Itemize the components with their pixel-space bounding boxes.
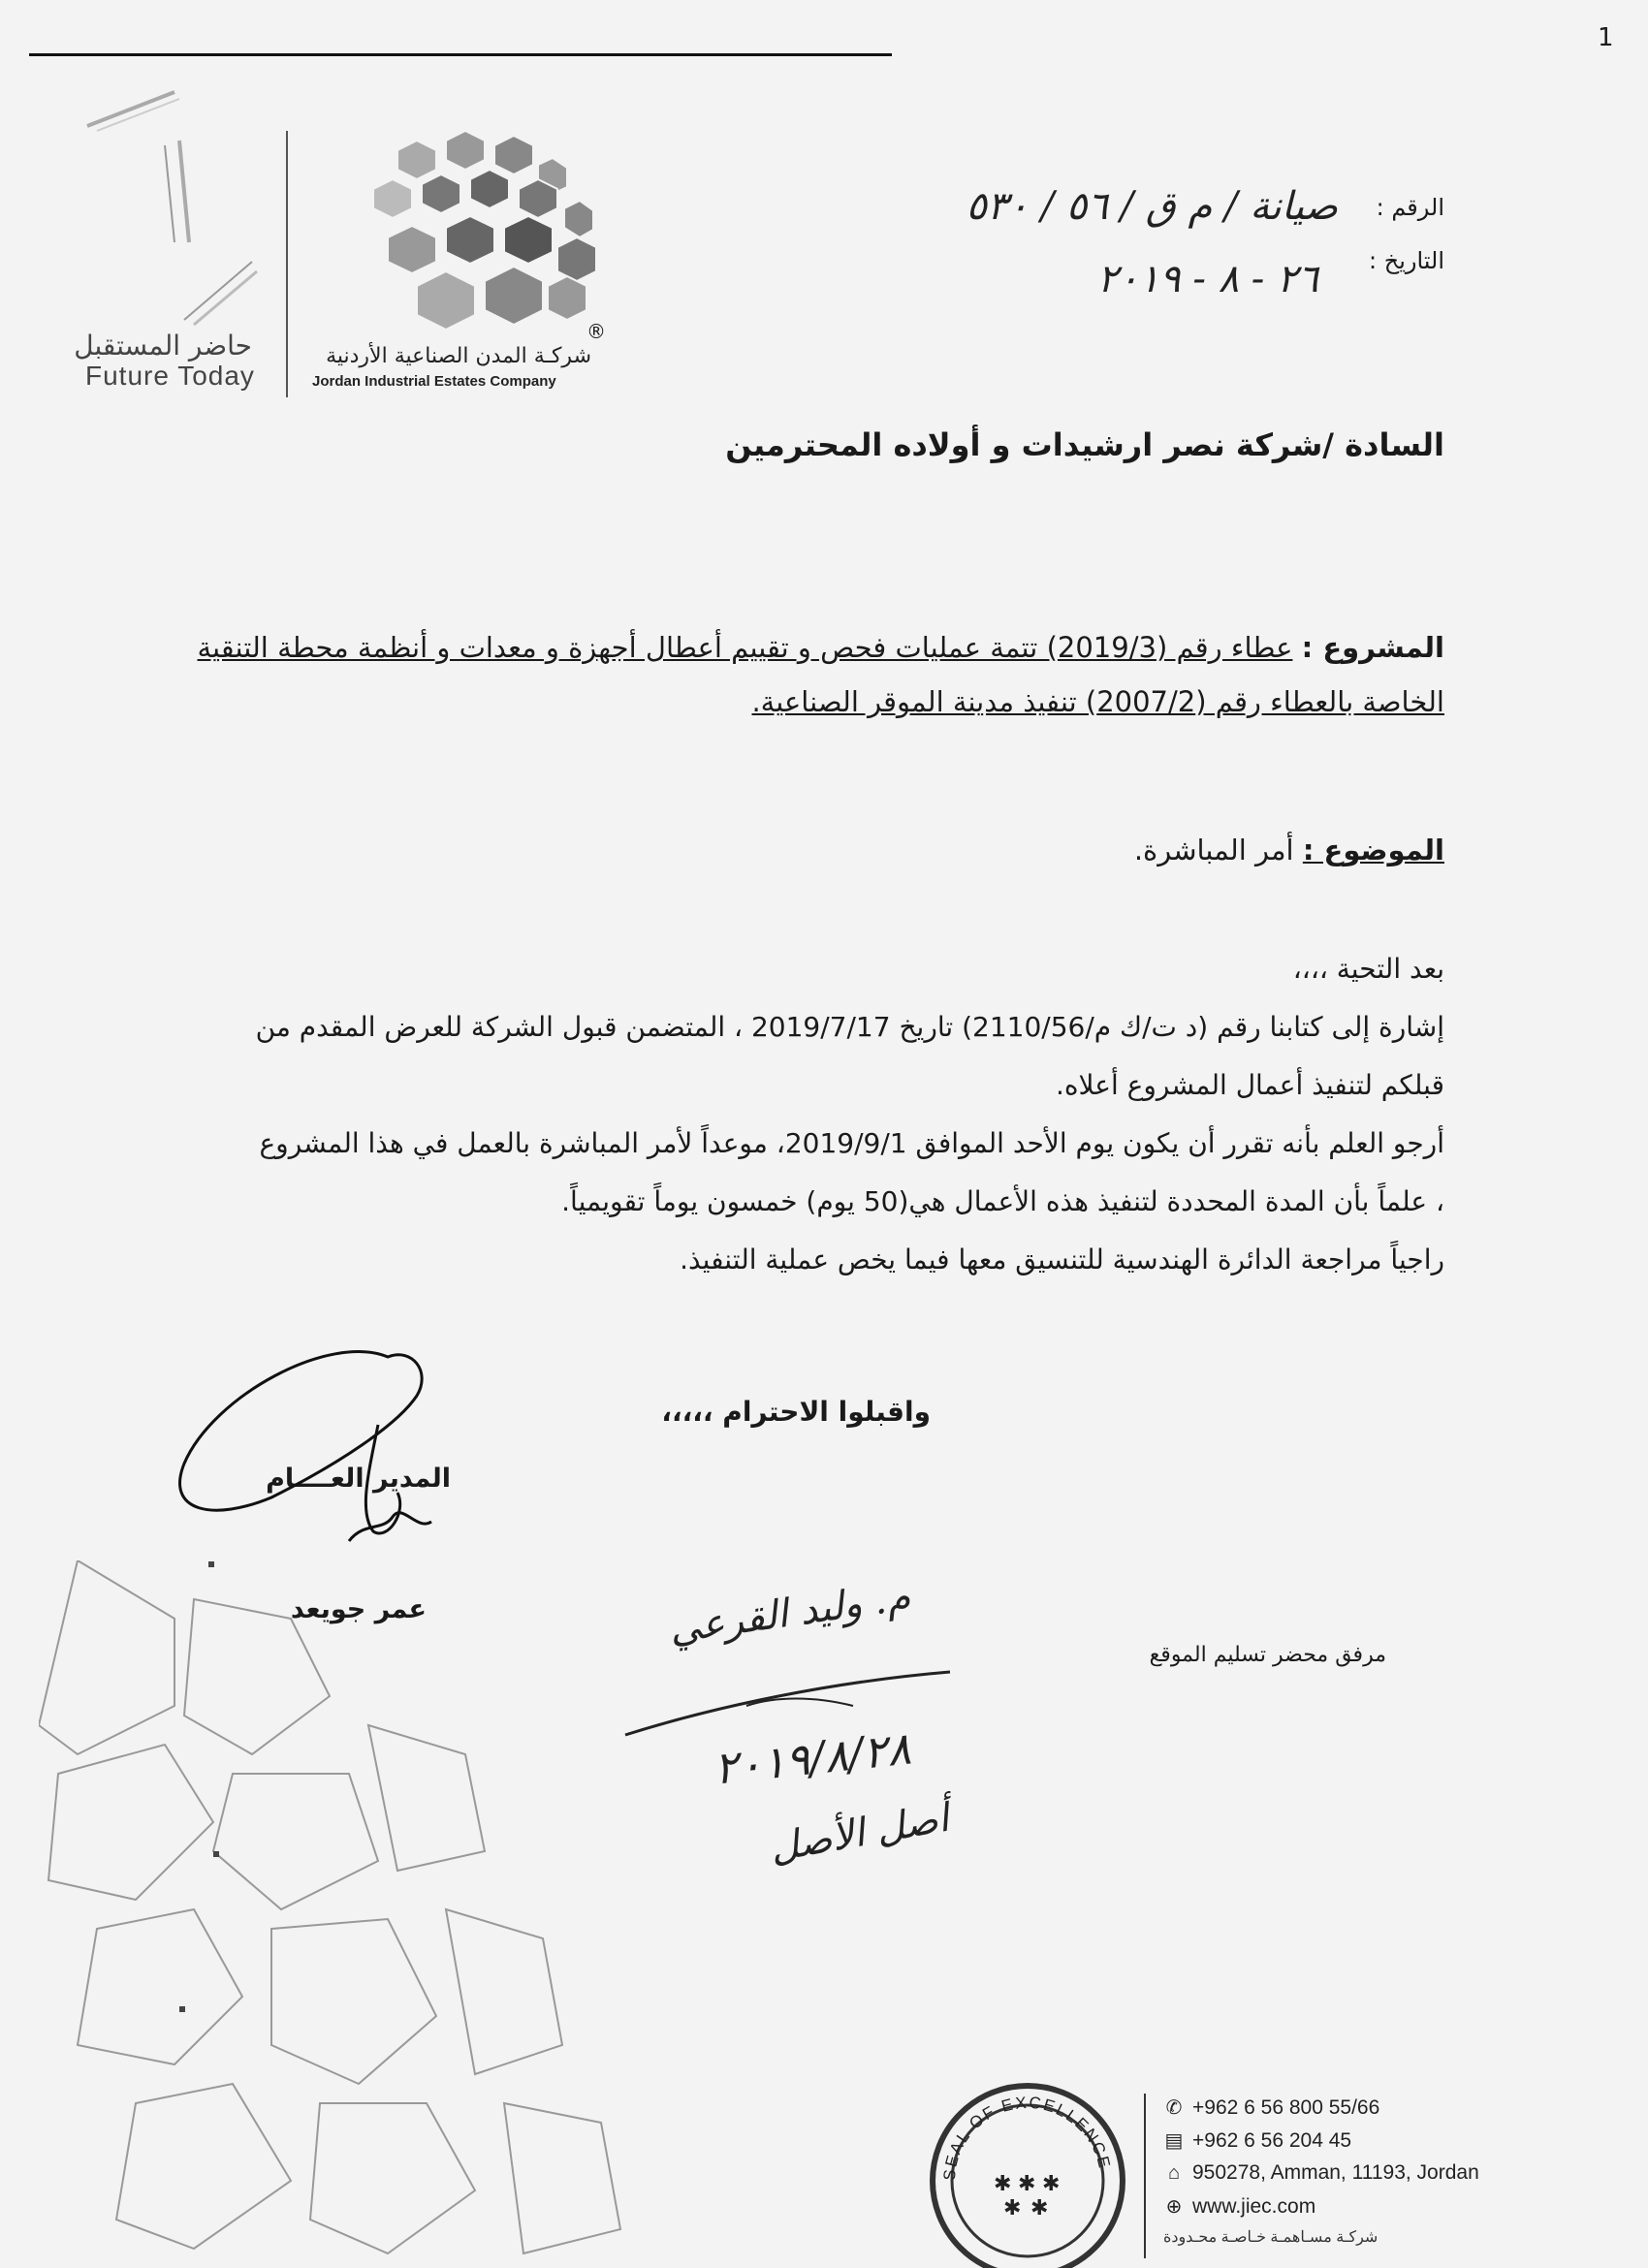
signature-title: المدير العــــام bbox=[266, 1464, 451, 1494]
tagline-ar: حاضر المستقبل bbox=[74, 330, 252, 362]
globe-icon: ⊕ bbox=[1165, 2196, 1183, 2218]
company-name-ar: شركـة المدن الصناعية الأردنية bbox=[326, 344, 591, 368]
greeting: بعد التحية ،،،، bbox=[1292, 953, 1444, 985]
svg-text:✱: ✱ bbox=[994, 2172, 1012, 2196]
subject-line bbox=[155, 834, 1444, 866]
company-type: شركـة مسـاهمـة خـاصـة محـدودة bbox=[1163, 2229, 1379, 2246]
tagline-en: Future Today bbox=[85, 361, 255, 391]
seal-of-excellence-icon bbox=[926, 2074, 1129, 2268]
subject-value: أمر المباشرة. bbox=[1133, 834, 1294, 866]
handwritten-signature bbox=[155, 1338, 456, 1590]
addressee: السادة /شركة نصر ارشيدات و أولاده المحترمين bbox=[725, 426, 1444, 463]
handwritten-note-line2: ٢٠١٩/٨/٢٨ bbox=[711, 1721, 914, 1795]
project-line2: الخاصة بالعطاء رقم (2007/2) تنفيذ مدينة الموقر الصناعية. bbox=[751, 685, 1444, 718]
decorative-strokes bbox=[78, 87, 271, 339]
company-name-en: Jordan Industrial Estates Company bbox=[312, 373, 556, 390]
svg-text:✱: ✱ bbox=[1042, 2172, 1061, 2196]
postal-address: 950278, Amman, 11193, Jordan bbox=[1192, 2161, 1479, 2184]
project-line1: عطاء رقم (2019/3) تتمة عمليات فحص و تقييم أعطال أجهزة و معدات و أنظمة محطة التنقية bbox=[197, 631, 1293, 664]
date-label: التاريخ : bbox=[1368, 247, 1444, 274]
letter-body bbox=[155, 940, 1444, 1289]
date-value: ٢٦ - ٨ - ٢٠١٩ bbox=[1096, 257, 1318, 301]
phone-row bbox=[1163, 2095, 1570, 2128]
handwritten-note-line3: أصل الأصل bbox=[766, 1795, 953, 1872]
svg-text:✱: ✱ bbox=[1030, 2196, 1049, 2221]
footer-contact bbox=[1163, 2095, 1570, 2247]
phone-number: +962 6 56 800 55/66 bbox=[1192, 2096, 1380, 2119]
footer-divider bbox=[1144, 2094, 1146, 2258]
mailbox-icon: ⌂ bbox=[1167, 2162, 1181, 2184]
project-block bbox=[155, 620, 1444, 729]
top-rule bbox=[29, 53, 892, 56]
number-label: الرقم : bbox=[1376, 194, 1444, 221]
website-link[interactable]: www.jiec.com bbox=[1192, 2195, 1316, 2218]
number-value: صيانة / م ق / ٥٦ / ٥٣٠ bbox=[966, 184, 1338, 229]
svg-text:✱: ✱ bbox=[1018, 2172, 1036, 2196]
handwritten-note-line1: م. وليد القرعي bbox=[666, 1574, 913, 1653]
body-p2-line1: أرجو العلم بأنه تقرر أن يكون يوم الأحد الموافق 2019/9/1، موعداً لأمر المباشرة بالعمل في هذا المشروع bbox=[259, 1127, 1444, 1159]
subject-label: الموضوع : bbox=[1302, 834, 1444, 866]
website-row bbox=[1163, 2194, 1570, 2227]
seal-text: SEAL OF EXCELLENCE bbox=[939, 2093, 1115, 2182]
address-row bbox=[1163, 2161, 1570, 2194]
body-p1-line1: إشارة إلى كتابنا رقم (د ت/ك م/2110/56) تاريخ 2019/7/17 ، المتضمن قبول الشركة للعرض المقدم من bbox=[255, 1011, 1444, 1043]
page-number: 1 bbox=[1598, 23, 1614, 52]
svg-text:✱: ✱ bbox=[1003, 2196, 1022, 2221]
fax-row bbox=[1163, 2128, 1570, 2161]
decorative-hex-network bbox=[39, 1560, 717, 2258]
phone-icon: ✆ bbox=[1165, 2097, 1183, 2119]
company-logo-icon bbox=[359, 131, 601, 344]
signature-name: عمر جويعد bbox=[290, 1594, 427, 1624]
body-p3-line1: راجياً مراجعة الدائرة الهندسية للتنسيق معها فيما يخص عملية التنفيذ. bbox=[680, 1244, 1444, 1276]
fax-number: +962 6 56 204 45 bbox=[1192, 2129, 1352, 2152]
project-label: المشروع : bbox=[1301, 631, 1444, 664]
logo-divider bbox=[286, 131, 288, 397]
attachment-note: مرفق محضر تسليم الموقع bbox=[1149, 1643, 1386, 1667]
fax-icon: ▤ bbox=[1164, 2130, 1184, 2152]
body-p2-line2: ، علماً بأن المدة المحددة لتنفيذ هذه الأعمال هي(50 يوم) خمسون يوماً تقويمياً. bbox=[561, 1185, 1444, 1217]
body-p1-line2: قبلكم لتنفيذ أعمال المشروع أعلاه. bbox=[1055, 1069, 1444, 1101]
closing: واقبلوا الاحترام ،،،،، bbox=[661, 1396, 931, 1428]
registered-mark: ® bbox=[586, 320, 606, 343]
